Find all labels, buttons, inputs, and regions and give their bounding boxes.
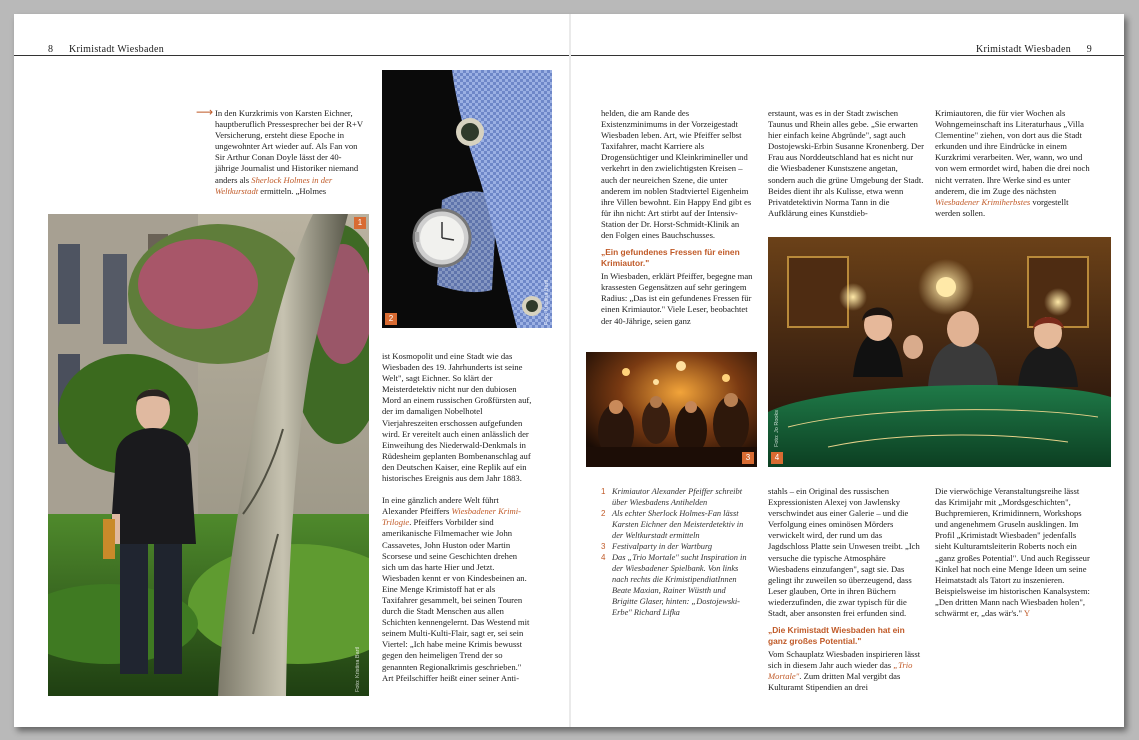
column-5-text-end: vorgestellt werden sollen.: [935, 196, 1069, 218]
article-column-5: [935, 108, 1090, 219]
photo-festival-party: [586, 352, 757, 467]
intro-book-reference: Sherlock Holmes in der Weltkurstadt: [215, 174, 333, 196]
garden-photo-illustration: [48, 214, 369, 696]
article-column-2: [382, 351, 532, 684]
column-6-text: Vom Schauplatz Wiesbaden inspirieren lässt sich in diesem Jahr auch wieder das: [768, 649, 921, 671]
caption-2: [601, 508, 753, 541]
column-6-text-end: . Zum dritten Mal vergibt das Kulturamt Stipendien an drei: [768, 671, 901, 693]
caption-4-text: Das „Trio Mortale" sucht Inspiration in der Wiesbadener Spielbank. Von links nach rechts die KrimistipendiatInnen Beate Maxian, Rainer Wüstth und Brigitte Glaser, hinten: „Dostojewski-Erbe" Richard Lifka: [612, 553, 747, 617]
intro-text-end: ermitteln. „Holmes: [258, 185, 327, 196]
right-page-number: 9: [1086, 44, 1092, 55]
intro-text: In den Kurzkrimis von Karsten Eichner, hauptberuflich Pressesprecher bei der R+V Versicherung, ersteht diese Epoche in ungewohnter Art wieder auf. Als Fan von Sir Arthur Conan Doyle lässt der 40-jährige Journalist und Historiker niemand anders als: [215, 108, 363, 185]
right-running-head: [976, 44, 1092, 55]
wristwatch-photo-illustration: [382, 70, 552, 328]
right-running-title: Krimistadt Wiesbaden: [975, 44, 1072, 55]
trio-mortale-reference: „Trio Mortale": [768, 660, 913, 682]
photo-1-number: 1: [354, 217, 366, 229]
right-header-rule: [571, 55, 1124, 56]
pull-quote-2: „Die Krimistadt Wiesbaden hat ein ganz großes Potential.": [768, 625, 905, 646]
photo-casino-trio: [768, 237, 1111, 467]
column-5-text: Krimiautoren, die für vier Wochen als Wohngemeinschaft ins Literaturhaus „Villa Clementine" ziehen, von dort aus die Stadt erkunden und ihre Eindrücke in einem Kurzkrimi verarbeiten. Wer, wann, wo und von wem ermordet wird, haben die drei noch nicht verraten. Ihre Werke sind es unter anderem, die im Zuge des nächsten: [935, 108, 1090, 196]
photo-2-credit: Foto: Kristina Bartl: [544, 279, 550, 325]
left-running-head: [48, 44, 164, 55]
trilogy-reference: Wiesbadener Krimi-Trilogie: [382, 506, 521, 528]
article-column-3: [601, 108, 753, 327]
column-5-paragraph-1: [935, 108, 1090, 219]
column-7-text: Die vierwöchige Veranstaltungsreihe lässt das Krimijahr mit „Mordsgeschichten", Buchpremieren, Krimidinnern, Workshops und angenehmem Gruseln ausklingen. Im Profil „Krimistadt Wiesbaden" jedenfalls sieht Kulturamtsleiterin Roberts noch ein „ganz großes Potential". Und auch Regisseur Kinkel hat noch eine Menge Ideen um seine Heimatstadt als Tatort zu inszenieren. Beispielsweise im historischen Kanalsystem: „Den dritten Mann nach Wiesbaden holen", schwärmt er, „das wär's.": [935, 486, 1090, 619]
photo-wristwatch: [382, 70, 552, 328]
column-4-paragraph-1: erstaunt, was es in der Stadt zwischen Taunus und Rhein alles gebe. „Sie erwarten hier einfach keine Abgründe", sagt auch Dostojewski-Erbin Susanne Kronenberg. Der Frau aus Norddeutschland hat es nicht nur die Wiesbadener Kunstszene angetan, sondern auch die grüne Umgebung der Stadt. Beides dient ihr als Kulisse, etwa wenn Privatdetektivin Norma Tann in die Aufklärung eines Kunstdieb-: [768, 108, 924, 218]
photo-1-credit: Foto: Kristina Bartl: [355, 646, 361, 692]
magazine-spread: [14, 14, 1124, 727]
photo-2-number: 2: [385, 313, 397, 325]
column-3-paragraph-2: In Wiesbaden, erklärt Pfeiffer, begegne man krassesten Gegensätzen auf sehr geringem Radius: „Das ist ein gefundenes Fressen für einen Krimiautor." Viele Leser, beobachtet der 40-Jährige, seien ganz: [601, 271, 753, 326]
column-6-paragraph-1: stahls – ein Original des russischen Expressionisten Alexej von Jawlensky verschwindet aus einer Galerie – und die Verfolgung eines ominösen Mörders verwickelt wird, der rund um das Jagdschloss Platte sein Unwesen treibt. „Ich versuche die typische Atmosphäre Wiesbadens einzufangen", sagt sie. Das gelingt ihr zuweilen so überzeugend, dass Leser glauben, Orte in ihren Büchern wiederzufinden, die zwar typisch für die Stadt, aber ansonsten frei erfunden sind.: [768, 486, 920, 619]
column-6-paragraph-2: [768, 649, 924, 693]
column-2-text: In eine gänzlich andere Welt führt Alexander Pfeiffers: [382, 495, 499, 517]
pull-quote-1: „Ein gefundenes Fressen für einen Krimiautor.": [601, 247, 740, 268]
arrow-right-icon: ⟶: [196, 105, 214, 119]
end-of-article-icon: Y: [1023, 608, 1031, 619]
page-gutter: [569, 14, 571, 727]
caption-2-text: Als echter Sherlock Holmes-Fan lässt Karsten Eichner den Meisterdetektiv in der Weltkurstadt ermitteln: [612, 509, 744, 540]
column-3-paragraph-1: helden, die am Rande des Existenzminimums in der Vorzeigestadt Wiesbaden leben. Art, wie Pfeiffer selbst Taxifahrer, macht Karriere als Drogensüchtiger und Kleinkrimineller und verkehrt in den zwielichtigsten Kreisen – auch der neureichen Szene, die unter anderem im noblen Stadtviertel Eigenheim ihre Villen bewohnt. Ein Happy End gibt es für ihn nicht: Art stirbt auf der Intensiv-Station der Dr. Horst-Schmidt-Klinik an den Folgen eines Bauchschusses.: [601, 108, 752, 241]
caption-3-text: Festivalparty in der Wartburg: [612, 542, 713, 551]
caption-3-number: 3: [601, 542, 606, 551]
article-column-7: [935, 486, 1090, 619]
caption-1: [601, 486, 753, 508]
photo-3-number: 3: [742, 452, 754, 464]
krimiherbst-reference: Wiesbadener Krimiherbstes: [935, 196, 1031, 207]
caption-4-number: 4: [601, 553, 606, 562]
photo-captions: [601, 486, 753, 618]
column-2-text-end: . Pfeiffers Vorbilder sind amerikanische Filmemacher wie John Cassavetes, John Huston oder Martin Scorsese und seine Geschichten drehen sich um das harte Hier und Jetzt. Wiesbaden kennt er von Kindesbeinen an. Eine Menge Krimistoff hat er als Taxifahrer gesammelt, bei seinen Touren durch die Stadt Menschen aus allen Schichten kennengelernt. Das Westend mit seinem Multi-Kulti-Flair, sagt er, sei sein Viertel: „Ich habe meine Krimis bewusst gegen den heimeligen Trend der so genannten Regionalkrimis geschrieben." Art Pfeilschiffer heißt einer seiner Anti-: [382, 517, 530, 683]
column-7-paragraph-1: [935, 486, 1090, 619]
caption-1-text: Krimiautor Alexander Pfeiffer schreibt über Wiesbadens Antihelden: [612, 487, 743, 507]
left-running-title: Krimistadt Wiesbaden: [68, 44, 165, 55]
left-header-rule: [14, 55, 569, 56]
article-column-6: [768, 486, 924, 694]
column-2-paragraph-1: ist Kosmopolit und eine Stadt wie das Wiesbaden des 19. Jahrhunderts ist seine Welt", sagt Eichner. So klärt der Meisterdetektiv nicht nur den dubiosen Mord an einem russischen Großfürsten auf, der im damaligen Nobelhotel Vierjahreszeiten erschossen aufgefunden wird. Er vereitelt auch einen anlässlich der Einweihung des Niederwald-Denkmals in Rüdesheim geplanten Bombenanschlag auf den Deutschen Kaiser, eine Replik auf ein historisches Ereignis aus dem Jahr 1883.: [382, 351, 532, 484]
column-2-paragraph-2: [382, 495, 532, 684]
left-page-number: 8: [48, 44, 54, 55]
caption-2-number: 2: [601, 509, 606, 518]
casino-photo-illustration: [768, 237, 1111, 467]
caption-3: [601, 541, 753, 552]
caption-1-number: 1: [601, 487, 606, 496]
article-column-4: [768, 108, 924, 219]
intro-paragraph: [215, 108, 365, 197]
photo-author-garden: [48, 214, 369, 696]
photo-4-credit: Foto: Jo Rooks: [774, 410, 780, 447]
photo-4-number: 4: [771, 452, 783, 464]
caption-4: [601, 552, 753, 618]
party-photo-illustration: [586, 352, 757, 467]
